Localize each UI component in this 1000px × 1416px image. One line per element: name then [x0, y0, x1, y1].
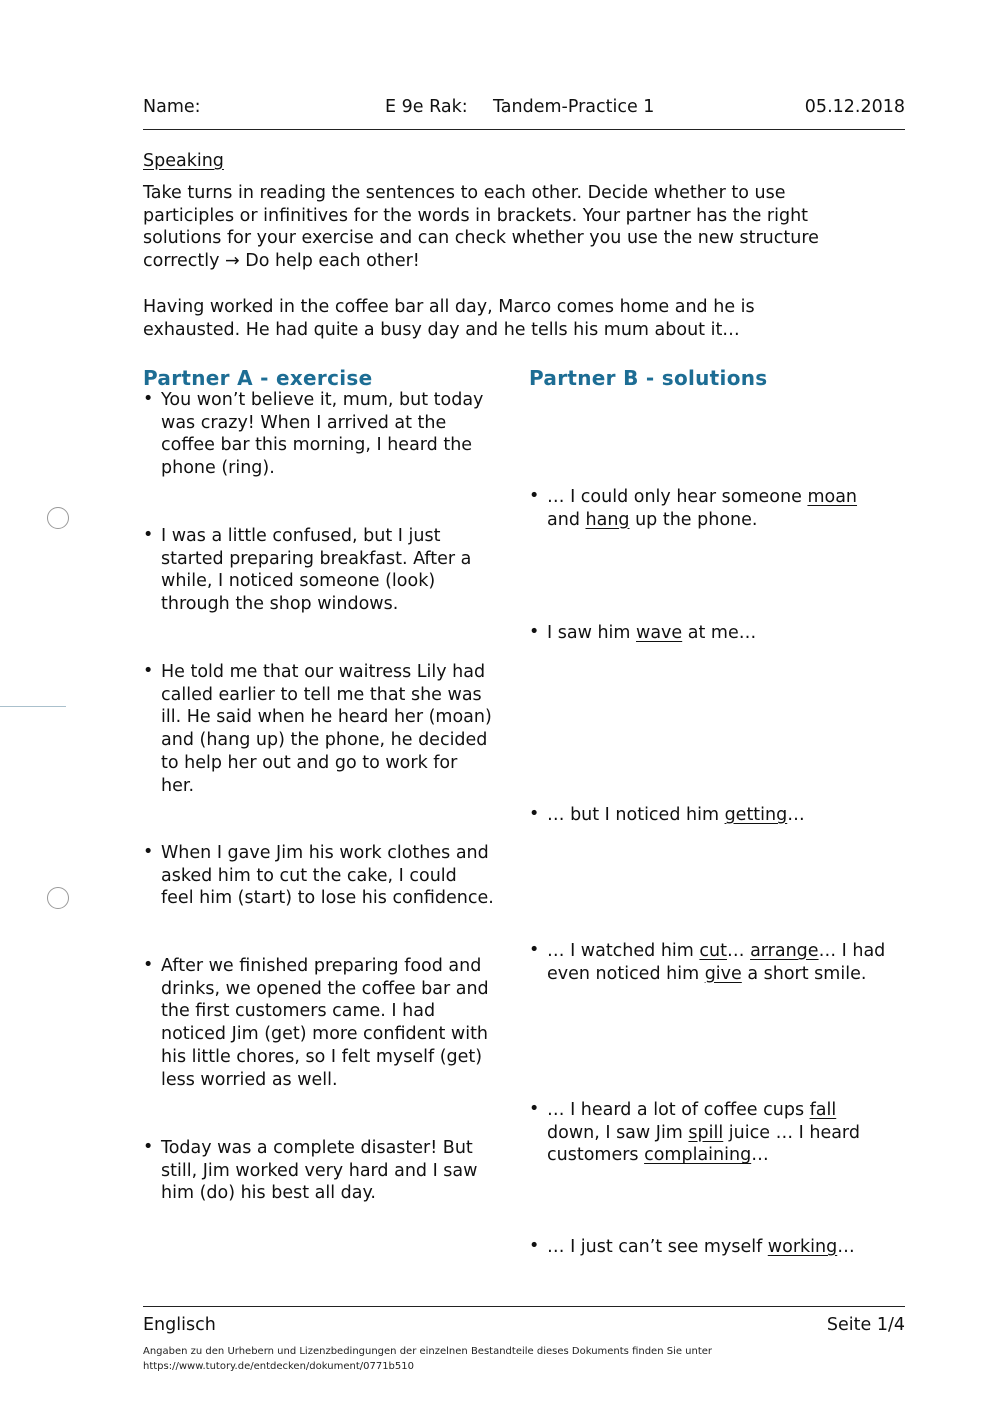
item-line: … but I noticed him getting… — [547, 805, 805, 825]
item-line: drinks, we opened the coffee bar and — [161, 978, 489, 999]
instruction-line: correctly → Do help each other! — [143, 251, 420, 272]
item-line: I was a little confused, but I just — [161, 526, 441, 546]
item-line: phone (ring). — [161, 458, 275, 479]
solution-word: wave — [636, 623, 683, 643]
solution-item — [529, 804, 805, 827]
item-line: her. — [161, 775, 195, 796]
item-line: him (do) his best all day. — [161, 1183, 376, 1204]
solution-word: give — [704, 963, 742, 984]
item-line: while, I noticed someone (look) — [161, 571, 436, 592]
instructions-paragraph — [143, 182, 819, 273]
bullet: • — [143, 389, 154, 409]
exercise-item — [143, 955, 489, 1091]
item-line: I saw him wave at me… — [547, 623, 757, 643]
solution-item — [529, 940, 886, 985]
item-line: After we finished preparing food and — [161, 956, 482, 976]
exercise-item — [143, 389, 484, 480]
item-line: down, I saw Jim spill juice … I heard — [547, 1122, 860, 1143]
solution-word: arrange — [750, 941, 819, 961]
item-line: and (hang up) the phone, he decided — [161, 730, 488, 751]
instruction-line: Take turns in reading the sentences to each other. Decide whether to use — [143, 183, 786, 203]
item-line: You won’t believe it, mum, but today — [161, 390, 484, 410]
item-line: When I gave Jim his work clothes and — [161, 843, 489, 863]
solution-item — [529, 1099, 860, 1167]
license-url: https://www.tutory.de/entdecken/dokument/0771b510 — [143, 1361, 414, 1372]
license-note: Angaben zu den Urhebern und Lizenzbedingungen der einzelnen Bestandteile dieses Dokuments finden Sie unter — [143, 1346, 713, 1357]
exercise-item — [143, 661, 492, 797]
item-line: customers complaining… — [547, 1145, 769, 1166]
item-line: feel him (start) to lose his confidence. — [161, 888, 494, 909]
item-line: asked him to cut the cake, I could — [161, 865, 457, 886]
bullet: • — [143, 842, 154, 862]
bullet: • — [529, 1099, 540, 1119]
name-label: Name: — [143, 97, 201, 117]
item-line: the first customers came. I had — [161, 1001, 436, 1022]
item-line: … I heard a lot of coffee cups fall — [547, 1100, 837, 1120]
header-rule — [143, 129, 905, 130]
item-line: coffee bar this morning, I heard the — [161, 435, 473, 456]
exercise-item — [143, 1137, 478, 1205]
solution-word: cut — [699, 941, 727, 961]
footer-rule — [143, 1306, 905, 1307]
item-line: He told me that our waitress Lily had — [161, 662, 486, 682]
bullet: • — [529, 622, 540, 642]
bullet: • — [529, 804, 540, 824]
item-line: … I could only hear someone moan — [547, 487, 858, 507]
story-line: exhausted. He had quite a busy day and he tells his mum about it… — [143, 319, 740, 340]
solution-word: hang — [585, 509, 630, 530]
story-paragraph — [143, 296, 755, 341]
footer-subject: Englisch — [143, 1315, 216, 1335]
section-heading: Speaking — [143, 151, 224, 171]
item-line: even noticed him give a short smile. — [547, 963, 867, 984]
solution-item — [529, 1236, 855, 1259]
item-line: and hang up the phone. — [547, 509, 758, 530]
bullet: • — [529, 486, 540, 506]
punch-hole-top — [47, 507, 69, 529]
item-line: started preparing breakfast. After a — [161, 548, 472, 569]
instruction-line: participles or infinitives for the words in brackets. Your partner has the right — [143, 205, 809, 226]
worksheet-date: 05.12.2018 — [804, 97, 905, 117]
solution-item — [529, 622, 757, 645]
fold-mark — [0, 706, 66, 707]
item-line: … I just can’t see myself working… — [547, 1237, 855, 1257]
worksheet-title: Tandem-Practice 1 — [493, 97, 655, 117]
item-line: to help her out and go to work for — [161, 752, 458, 773]
partner-a-title: Partner A - exercise — [143, 366, 373, 390]
item-line: less worried as well. — [161, 1069, 338, 1090]
item-line: noticed Jim (get) more confident with — [161, 1024, 489, 1045]
course-label: E 9e Rak: — [385, 97, 468, 117]
footer-page-number: Seite 1/4 — [826, 1315, 905, 1335]
item-line: … I watched him cut… arrange… I had — [547, 941, 886, 961]
item-line: Today was a complete disaster! But — [161, 1138, 473, 1158]
bullet: • — [143, 1137, 154, 1157]
solution-word: complaining — [644, 1145, 752, 1166]
partner-b-title: Partner B - solutions — [529, 366, 768, 390]
solution-word: fall — [809, 1100, 837, 1120]
solution-word: getting — [724, 805, 788, 825]
bullet: • — [143, 955, 154, 975]
bullet: • — [143, 661, 154, 681]
solution-word: spill — [688, 1122, 724, 1143]
solution-word: working — [767, 1237, 838, 1257]
solution-word: moan — [807, 487, 858, 507]
item-line: through the shop windows. — [161, 594, 399, 615]
item-line: still, Jim worked very hard and I saw — [161, 1160, 478, 1181]
bullet: • — [529, 940, 540, 960]
bullet: • — [529, 1236, 540, 1256]
item-line: called earlier to tell me that she was — [161, 684, 482, 705]
item-line: was crazy! When I arrived at the — [161, 412, 447, 433]
punch-hole-bottom — [47, 887, 69, 909]
exercise-item — [143, 842, 494, 910]
bullet: • — [143, 525, 154, 545]
instruction-line: solutions for your exercise and can check whether you use the new structure — [143, 228, 819, 249]
exercise-item — [143, 525, 472, 616]
item-line: ill. He said when he heard her (moan) — [161, 707, 492, 728]
story-line: Having worked in the coffee bar all day, Marco comes home and he is — [143, 297, 755, 317]
item-line: his little chores, so I felt myself (get) — [161, 1046, 483, 1067]
solution-item — [529, 486, 858, 531]
